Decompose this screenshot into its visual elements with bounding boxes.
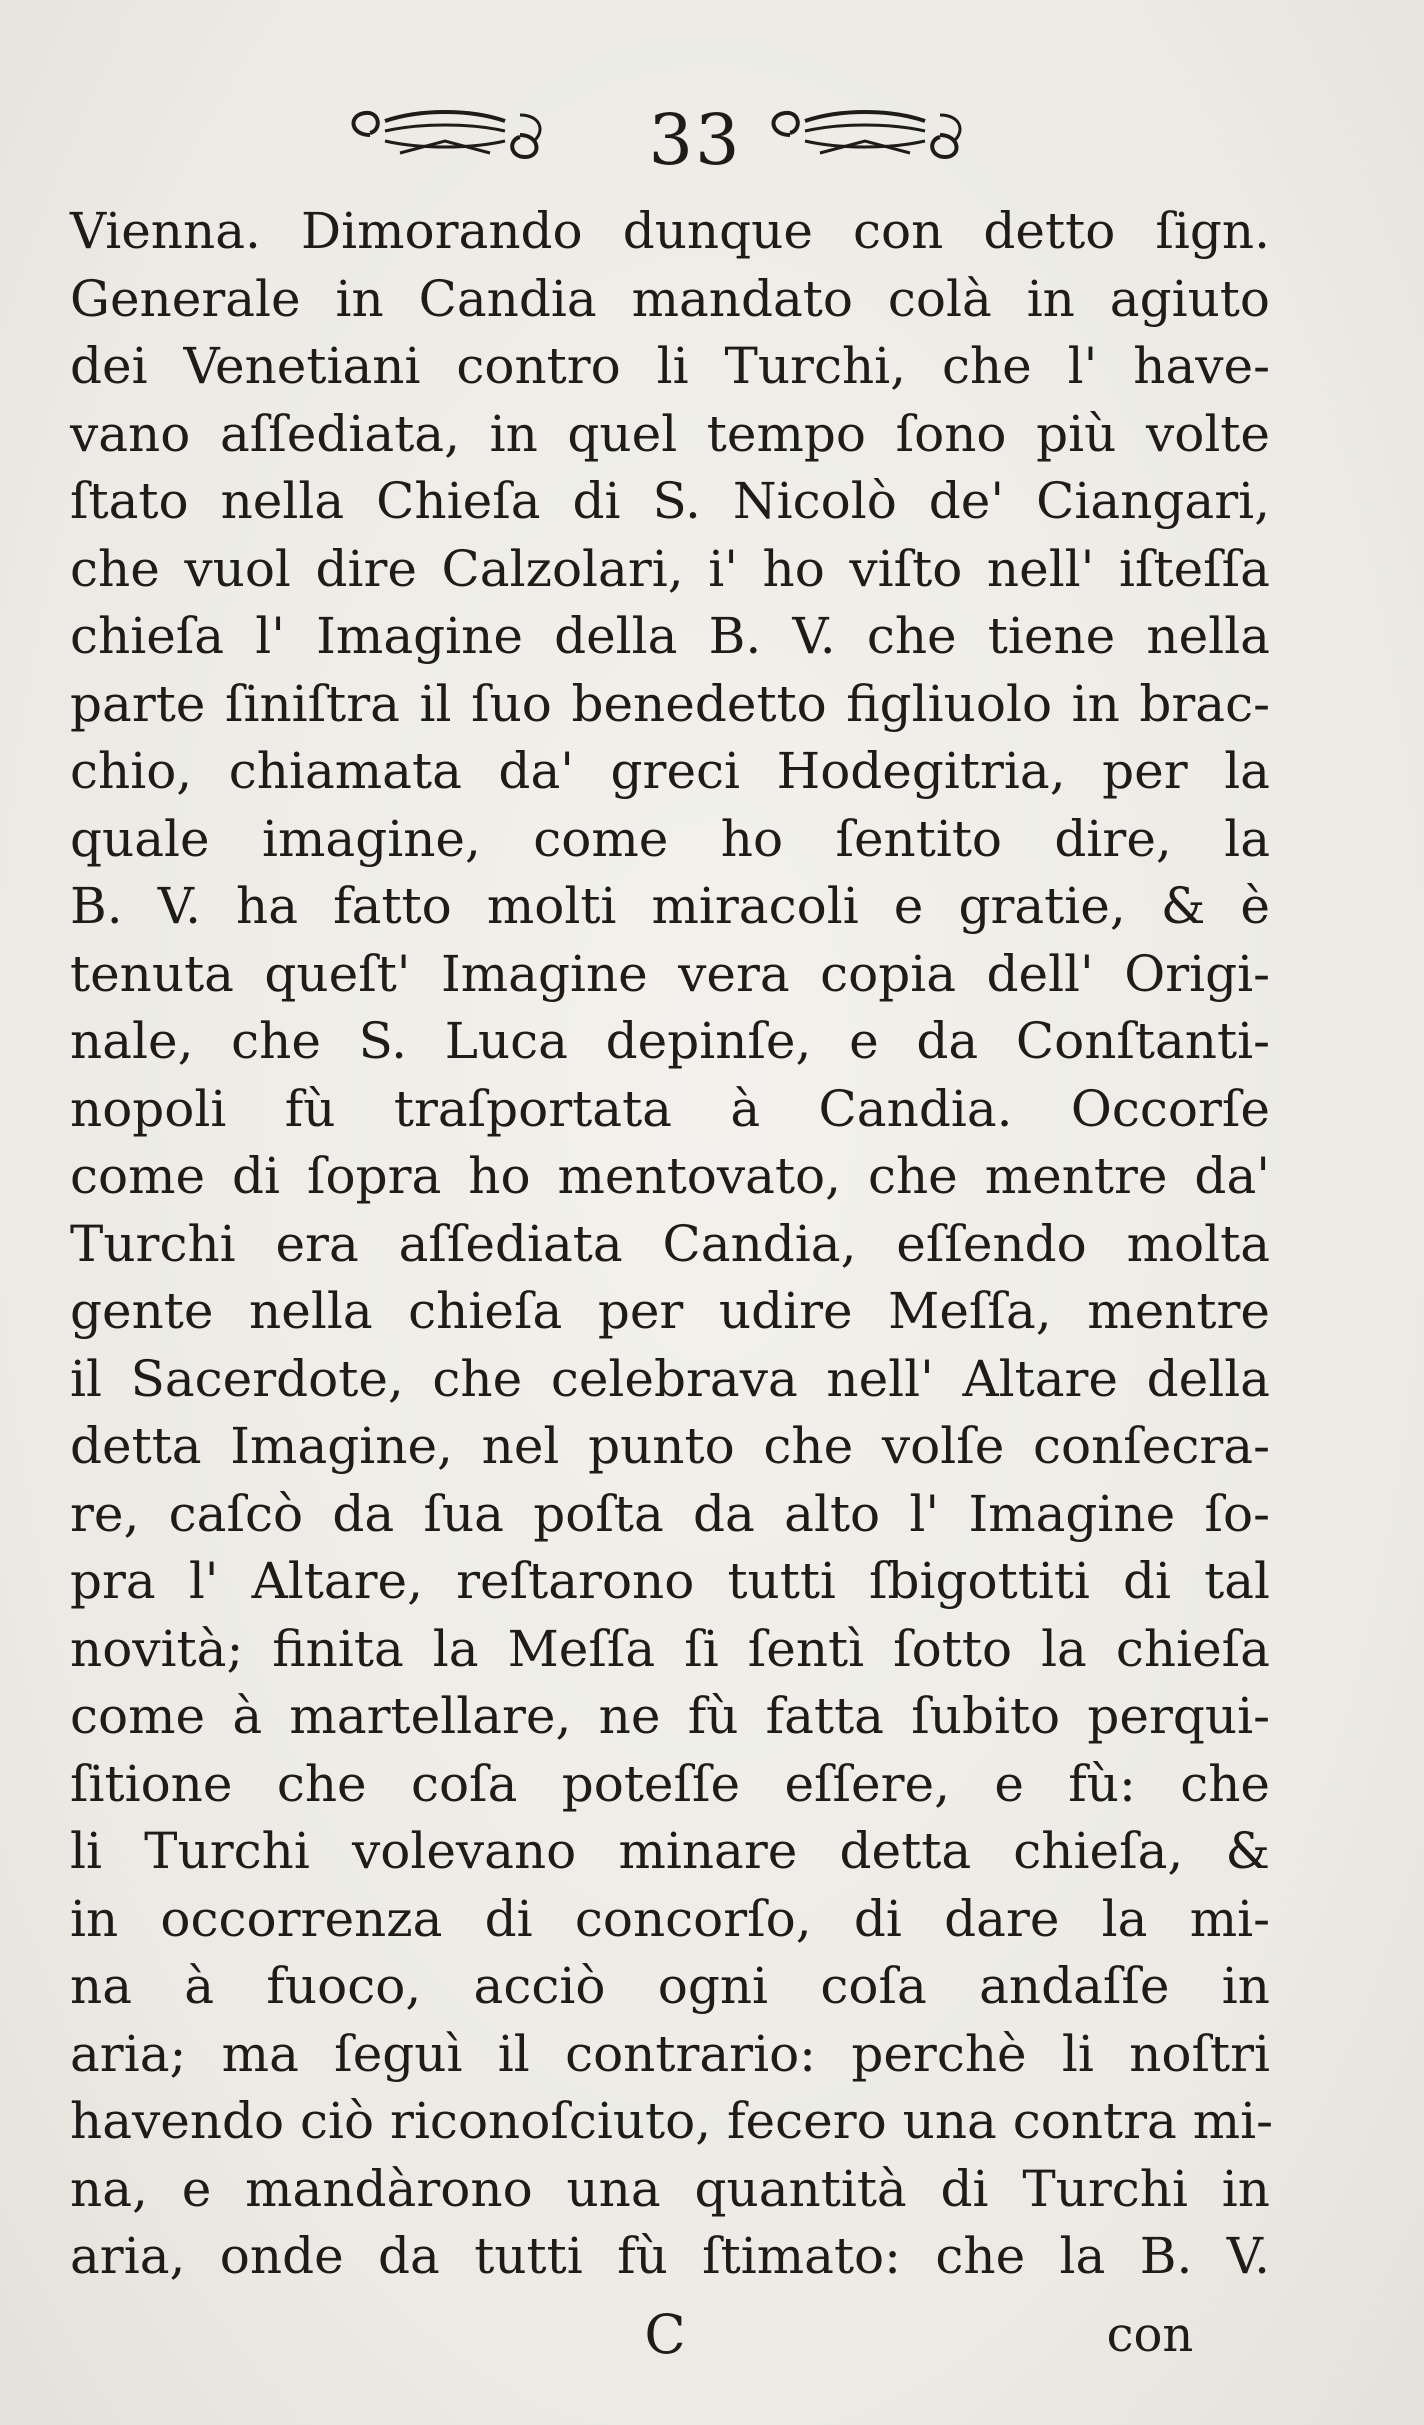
text-line: nopoli fù traſportata à Candia. Occorſe xyxy=(70,1079,1270,1138)
text-line: novità; finita la Meſſa ſi ſentì ſotto la chieſa xyxy=(70,1619,1270,1678)
page-footer xyxy=(0,2290,1424,2380)
text-line: Vienna. Dimorando dunque con detto ſign. xyxy=(70,202,1270,260)
text-line: come à martellare, ne fù fatta ſubito perqui- xyxy=(70,1687,1270,1745)
signature-mark: C xyxy=(644,2303,686,2366)
body-text xyxy=(70,198,1274,2291)
text-line: aria; ma ſeguì il contrario: perchè li noſtri xyxy=(70,2024,1270,2083)
curl-ornament-icon xyxy=(760,95,970,175)
text-line: ſitione che coſa poteſſe eſſere, e fù: che xyxy=(70,1754,1270,1813)
curl-ornament-icon xyxy=(340,95,550,175)
text-line: il Sacerdote, che celebrava nell' Altare della xyxy=(70,1349,1270,1408)
text-line: tenuta queſt' Imagine vera copia dell' Origi- xyxy=(70,944,1270,1003)
text-line: quale imagine, come ho ſentito dire, la xyxy=(70,809,1270,868)
page-number: 33 xyxy=(648,99,742,181)
text-line: parte ſiniſtra il ſuo benedetto figliuolo in brac- xyxy=(70,674,1270,733)
text-line: B. V. ha fatto molti miracoli e gratie, & è xyxy=(70,877,1270,935)
text-line: re, caſcò da ſua poſta da alto l' Imagine ſo- xyxy=(70,1484,1270,1543)
text-line: li Turchi volevano minare detta chieſa, & xyxy=(70,1822,1270,1880)
text-line: ſtato nella Chieſa di S. Nicolò de' Ciangari, xyxy=(70,472,1270,530)
text-line: detta Imagine, nel punto che volſe conſecra- xyxy=(70,1417,1270,1475)
text-line: vano aſſediata, in quel tempo ſono più volte xyxy=(70,404,1270,463)
text-line: nale, che S. Luca depinſe, e da Conſtanti- xyxy=(70,1012,1270,1070)
text-line: chio, chiamata da' greci Hodegitria, per la xyxy=(70,742,1270,800)
page-header xyxy=(0,85,1424,195)
text-line: na, e mandàrono una quantità di Turchi in xyxy=(70,2159,1270,2218)
text-line: Generale in Candia mandato colà in agiuto xyxy=(70,269,1270,328)
text-line: che vuol dire Calzolari, i' ho viſto nell' iſteſſa xyxy=(70,539,1270,598)
text-line: in occorrenza di concorſo, di dare la mi- xyxy=(70,1889,1270,1948)
text-line: pra l' Altare, reſtarono tutti ſbigottiti di tal xyxy=(70,1552,1270,1610)
catchword: con xyxy=(1106,2307,1194,2363)
text-line: aria, onde da tutti fù ſtimato: che la B. V. xyxy=(70,2227,1270,2285)
text-line: chieſa l' Imagine della B. V. che tiene nella xyxy=(70,607,1270,665)
text-line: na à fuoco, acciò ogni coſa andaſſe in xyxy=(70,1957,1270,2015)
text-line: gente nella chieſa per udire Meſſa, mentre xyxy=(70,1282,1270,1340)
text-line: havendo ciò riconoſciuto, fecero una contra mi- xyxy=(70,2092,1274,2150)
text-line: dei Venetiani contro li Turchi, che l' have- xyxy=(70,337,1270,395)
text-line: Turchi era aſſediata Candia, eſſendo molta xyxy=(70,1214,1270,1273)
text-line: come di ſopra ho mentovato, che mentre da' xyxy=(70,1147,1270,1205)
